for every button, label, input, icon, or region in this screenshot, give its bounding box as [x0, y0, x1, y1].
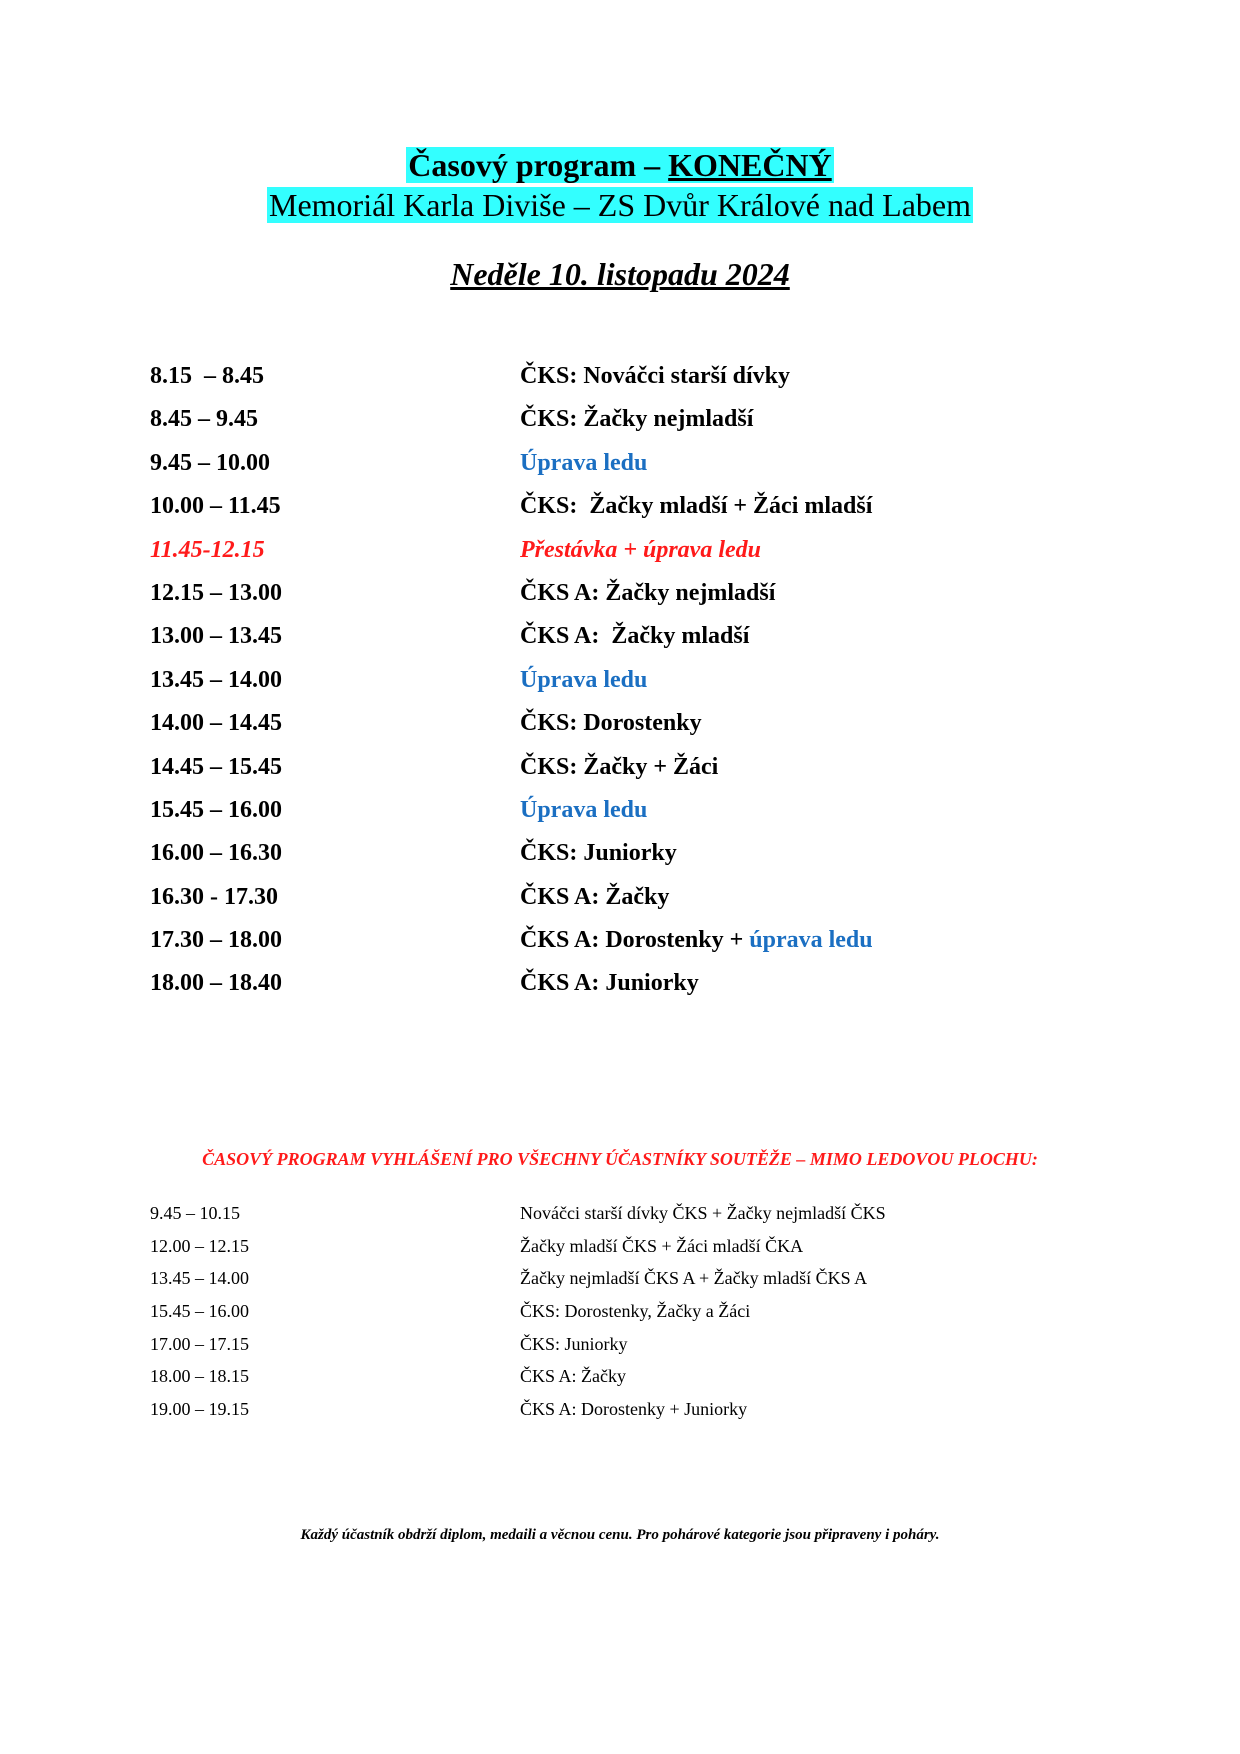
schedule-event — [520, 919, 873, 962]
schedule-event-main: ČKS A: Dorostenky + — [520, 927, 750, 954]
document-title — [0, 146, 1240, 184]
announcement-event: Žačky mladší ČKS + Žáci mladší ČKA — [520, 1235, 804, 1256]
announcement-event: ČKS: Dorostenky, Žačky a Žáci — [520, 1301, 751, 1322]
schedule-time: 13.45 – 14.00 — [150, 666, 282, 693]
announcement-row — [0, 1230, 1240, 1263]
announcement-time: 18.00 – 18.15 — [150, 1366, 249, 1387]
schedule-event: ČKS A: Žačky — [520, 883, 670, 910]
announcement-row — [0, 1262, 1240, 1295]
schedule-row — [0, 919, 1240, 962]
schedule-event: ČKS: Žačky + Žáci — [520, 753, 719, 780]
schedule-row — [0, 962, 1240, 1005]
announcement-row — [0, 1360, 1240, 1393]
announcement-time: 15.45 – 16.00 — [150, 1301, 249, 1322]
announcement-time: 9.45 – 10.15 — [150, 1203, 240, 1223]
announcements-heading: ČASOVÝ PROGRAM VYHLÁŠENÍ PRO VŠECHNY ÚČASTNÍKY SOUTĚŽE – MIMO LEDOVOU PLOCHU: — [202, 1149, 1038, 1169]
schedule-event: ČKS: Juniorky — [520, 840, 677, 867]
title-prefix: Časový program – — [408, 147, 669, 183]
schedule-row — [0, 702, 1240, 745]
schedule-event: Úprava ledu — [520, 449, 648, 476]
schedule-list — [0, 355, 1240, 1006]
announcement-time: 12.00 – 12.15 — [150, 1235, 249, 1256]
schedule-time: 8.45 – 9.45 — [150, 406, 258, 433]
schedule-time: 8.15 – 8.45 — [150, 363, 264, 389]
schedule-event: ČKS: Nováčci starší dívky — [520, 363, 790, 389]
title-emphasis: KONEČNÝ — [668, 147, 832, 183]
schedule-row — [0, 876, 1240, 919]
schedule-row — [0, 529, 1240, 572]
announcement-event: ČKS A: Žačky — [520, 1366, 626, 1387]
subtitle-text: Memoriál Karla Diviše – ZS Dvůr Králové nad Labem — [268, 187, 971, 223]
schedule-row — [0, 355, 1240, 398]
schedule-time: 16.00 – 16.30 — [150, 840, 282, 867]
schedule-event: ČKS: Žačky nejmladší — [520, 406, 754, 433]
schedule-row — [0, 789, 1240, 832]
announcement-time: 17.00 – 17.15 — [150, 1333, 249, 1354]
announcements-list — [0, 1197, 1240, 1426]
schedule-event-suffix: úprava ledu — [749, 927, 873, 954]
schedule-event: Přestávka + úprava ledu — [520, 536, 761, 563]
schedule-event: ČKS A: Žačky mladší — [520, 623, 750, 650]
announcement-row — [0, 1328, 1240, 1361]
announcement-event: Nováčci starší dívky ČKS + Žačky nejmladší ČKS — [520, 1203, 886, 1223]
schedule-row — [0, 442, 1240, 485]
document-subtitle — [0, 186, 1240, 224]
announcement-time: 13.45 – 14.00 — [150, 1268, 249, 1289]
schedule-row — [0, 659, 1240, 702]
announcement-event: ČKS A: Dorostenky + Juniorky — [520, 1399, 748, 1420]
schedule-time: 14.00 – 14.45 — [150, 710, 282, 737]
schedule-event: ČKS A: Žačky nejmladší — [520, 579, 776, 606]
announcement-row — [0, 1197, 1240, 1230]
schedule-event: ČKS: Žačky mladší + Žáci mladší — [520, 493, 873, 520]
event-date: Neděle 10. listopadu 2024 — [450, 256, 790, 292]
schedule-time: 16.30 - 17.30 — [150, 883, 278, 910]
schedule-time: 17.30 – 18.00 — [150, 927, 282, 954]
announcement-event: ČKS: Juniorky — [520, 1333, 628, 1354]
announcement-row — [0, 1295, 1240, 1328]
announcement-event: Žačky nejmladší ČKS A + Žačky mladší ČKS A — [520, 1268, 868, 1289]
schedule-row — [0, 398, 1240, 441]
schedule-time: 15.45 – 16.00 — [150, 796, 282, 823]
schedule-time: 12.15 – 13.00 — [150, 579, 282, 606]
schedule-row — [0, 572, 1240, 615]
announcement-row — [0, 1393, 1240, 1426]
announcement-time: 19.00 – 19.15 — [150, 1399, 249, 1420]
schedule-event: Úprava ledu — [520, 796, 648, 823]
schedule-row — [0, 832, 1240, 875]
schedule-time: 14.45 – 15.45 — [150, 753, 282, 780]
schedule-event: Úprava ledu — [520, 666, 648, 693]
schedule-event: ČKS: Dorostenky — [520, 710, 702, 737]
footnote: Každý účastník obdrží diplom, medaili a věcnou cenu. Pro pohárové kategorie jsou připraveny i poháry. — [300, 1527, 940, 1543]
schedule-row — [0, 485, 1240, 528]
schedule-row — [0, 746, 1240, 789]
schedule-time: 10.00 – 11.45 — [150, 493, 281, 520]
schedule-row — [0, 615, 1240, 658]
schedule-time: 13.00 – 13.45 — [150, 623, 282, 650]
schedule-time: 9.45 – 10.00 — [150, 449, 270, 476]
schedule-event: ČKS A: Juniorky — [520, 970, 699, 997]
schedule-time: 18.00 – 18.40 — [150, 970, 282, 997]
schedule-time: 11.45-12.15 — [150, 536, 265, 563]
